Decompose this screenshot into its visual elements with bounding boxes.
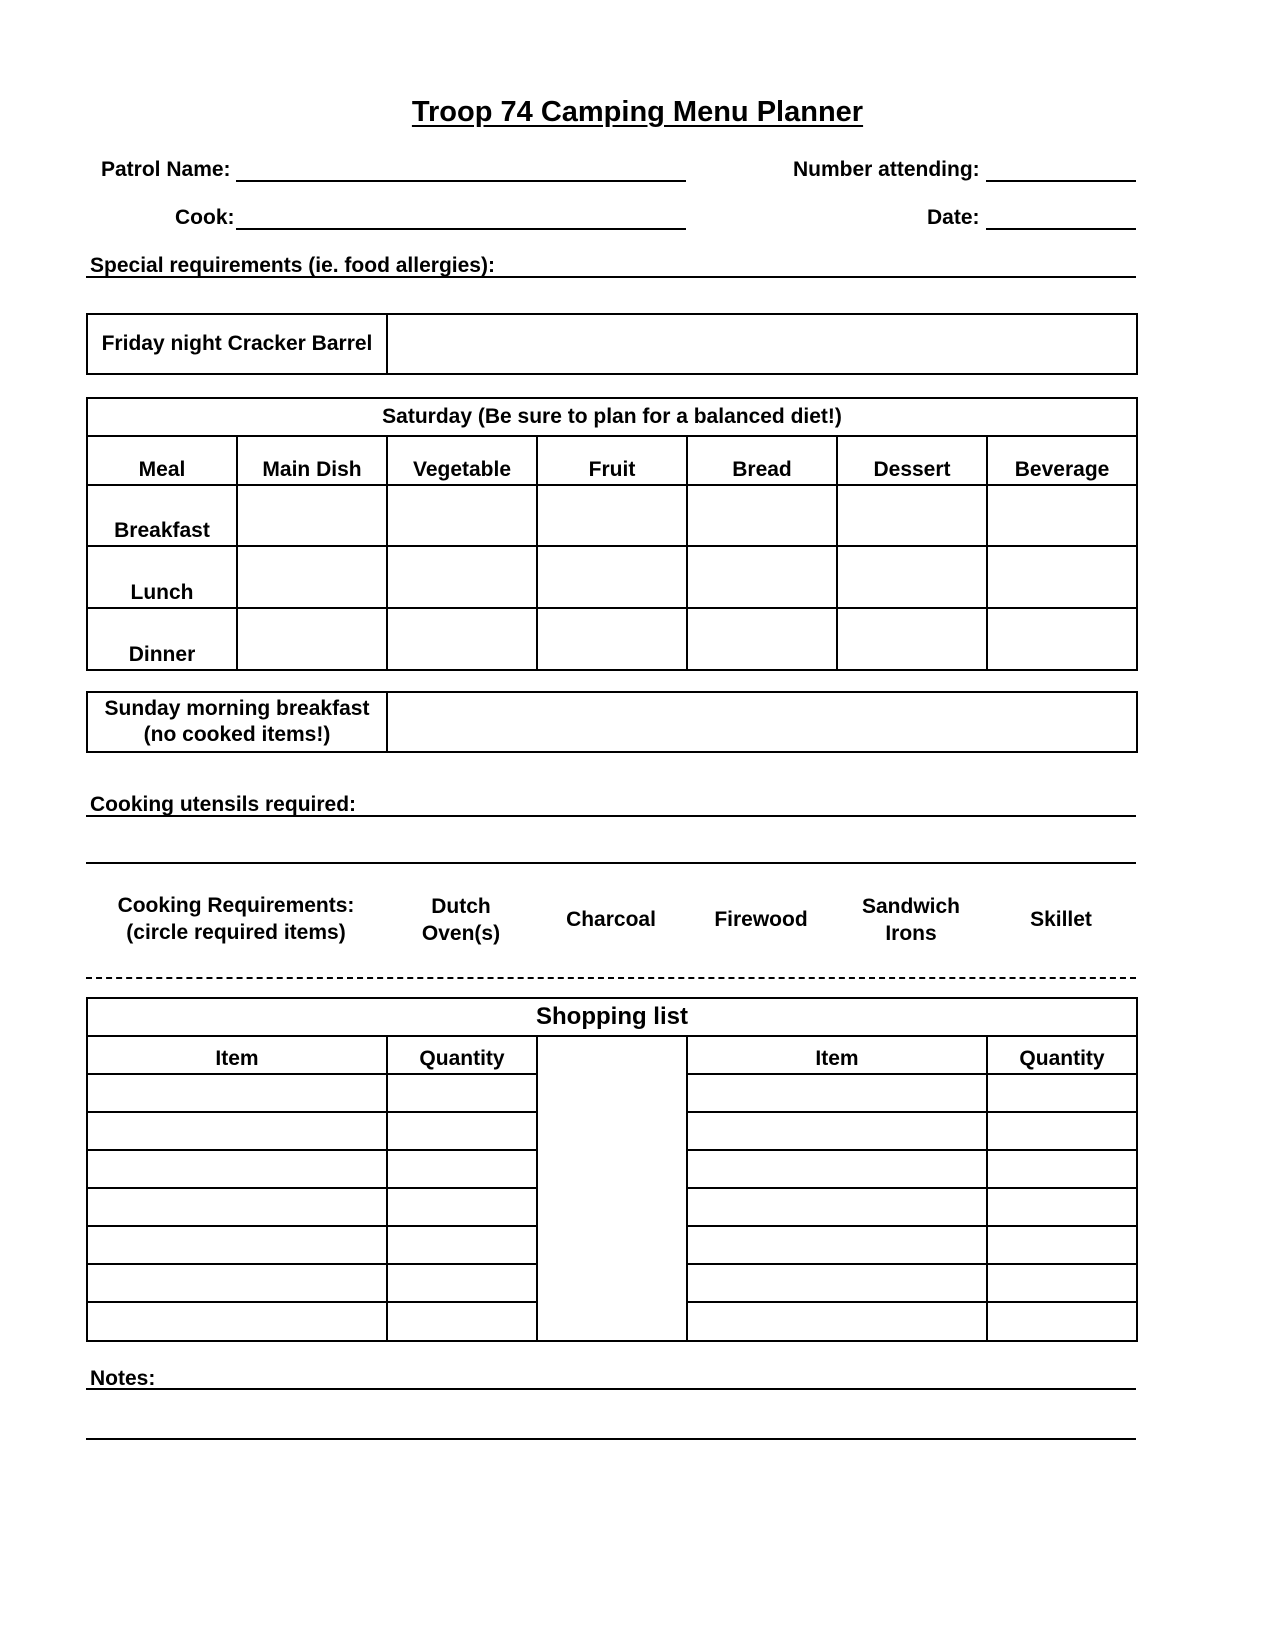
- shopping-list-table: [86, 997, 1138, 1342]
- option-line1: Dutch: [431, 895, 491, 918]
- table-cell[interactable]: [687, 608, 837, 670]
- shopping-quantity-cell[interactable]: [987, 1226, 1137, 1264]
- option-line2: Irons: [885, 922, 937, 945]
- column-header-main-dish: Main Dish: [237, 436, 387, 485]
- column-header-bread: Bread: [687, 436, 837, 485]
- cooking-utensils-field[interactable]: [86, 815, 1136, 817]
- table-cell[interactable]: [237, 546, 387, 608]
- column-header-fruit: Fruit: [537, 436, 687, 485]
- table-cell[interactable]: [537, 485, 687, 546]
- friday-entry-cell[interactable]: [387, 314, 1137, 374]
- notes-line-2[interactable]: [86, 1438, 1136, 1440]
- option-skillet[interactable]: [986, 906, 1136, 933]
- shopping-item-cell[interactable]: [687, 1188, 987, 1226]
- shopping-item-cell[interactable]: [87, 1074, 387, 1112]
- friday-table: [86, 313, 1138, 375]
- shopping-quantity-cell[interactable]: [987, 1188, 1137, 1226]
- table-cell[interactable]: [987, 485, 1137, 546]
- shopping-item-header-left: Item: [87, 1036, 387, 1074]
- sunday-entry-cell[interactable]: [387, 692, 1137, 752]
- shopping-item-cell[interactable]: [687, 1112, 987, 1150]
- shopping-quantity-cell[interactable]: [387, 1112, 537, 1150]
- column-header-dessert: Dessert: [837, 436, 987, 485]
- date-label: Date:: [927, 206, 980, 229]
- table-cell[interactable]: [237, 485, 387, 546]
- cook-field[interactable]: [236, 228, 686, 230]
- special-requirements-label: Special requirements (ie. food allergies):: [90, 254, 495, 277]
- shopping-quantity-cell[interactable]: [387, 1264, 537, 1302]
- shopping-item-cell[interactable]: [687, 1302, 987, 1341]
- friday-label: Friday night Cracker Barrel: [87, 314, 387, 374]
- sunday-label-line2: (no cooked items!): [143, 723, 331, 746]
- cooking-requirements-line1: Cooking Requirements:: [117, 894, 355, 917]
- notes-field[interactable]: [86, 1388, 1136, 1390]
- shopping-item-header-right: Item: [687, 1036, 987, 1074]
- cooking-requirements-label: [86, 892, 386, 946]
- shopping-quantity-cell[interactable]: [987, 1264, 1137, 1302]
- table-cell[interactable]: [837, 546, 987, 608]
- cut-line-divider: [86, 977, 1136, 979]
- table-cell[interactable]: [987, 608, 1137, 670]
- option-line1: Firewood: [714, 908, 808, 931]
- number-attending-label: Number attending:: [793, 158, 980, 181]
- shopping-item-cell[interactable]: [87, 1150, 387, 1188]
- table-cell[interactable]: [387, 485, 537, 546]
- cooking-requirements-line2: (circle required items): [126, 921, 346, 944]
- table-cell[interactable]: [387, 608, 537, 670]
- sunday-label: [87, 692, 387, 752]
- shopping-quantity-cell[interactable]: [387, 1188, 537, 1226]
- meal-dinner: Dinner: [87, 608, 237, 670]
- option-line1: Charcoal: [566, 908, 656, 931]
- notes-label: Notes:: [90, 1367, 156, 1390]
- table-cell[interactable]: [537, 608, 687, 670]
- cook-label: Cook:: [175, 206, 235, 229]
- option-sandwich-irons[interactable]: [836, 893, 986, 947]
- shopping-item-cell[interactable]: [687, 1074, 987, 1112]
- saturday-table: [86, 397, 1138, 671]
- shopping-quantity-cell[interactable]: [987, 1150, 1137, 1188]
- shopping-list-title: Shopping list: [87, 998, 1137, 1036]
- column-header-beverage: Beverage: [987, 436, 1137, 485]
- shopping-list-spacer: [537, 1036, 687, 1341]
- table-cell[interactable]: [387, 546, 537, 608]
- saturday-heading: Saturday (Be sure to plan for a balanced diet!): [87, 398, 1137, 436]
- cooking-utensils-label: Cooking utensils required:: [90, 793, 357, 816]
- number-attending-field[interactable]: [986, 180, 1136, 182]
- sunday-table: [86, 691, 1138, 753]
- column-header-meal: Meal: [87, 436, 237, 485]
- shopping-item-cell[interactable]: [687, 1226, 987, 1264]
- shopping-item-cell[interactable]: [87, 1302, 387, 1341]
- shopping-item-cell[interactable]: [87, 1264, 387, 1302]
- shopping-item-cell[interactable]: [687, 1264, 987, 1302]
- special-requirements-field[interactable]: [86, 276, 1136, 278]
- shopping-quantity-cell[interactable]: [387, 1150, 537, 1188]
- table-row: [87, 485, 1137, 546]
- shopping-quantity-cell[interactable]: [987, 1074, 1137, 1112]
- date-field[interactable]: [986, 228, 1136, 230]
- option-dutch-oven[interactable]: [386, 893, 536, 947]
- option-line2: Oven(s): [421, 922, 501, 945]
- option-charcoal[interactable]: [536, 906, 686, 933]
- option-line1: Sandwich: [861, 895, 961, 918]
- page-title: Troop 74 Camping Menu Planner: [411, 96, 864, 128]
- patrol-name-field[interactable]: [236, 180, 686, 182]
- shopping-quantity-cell[interactable]: [387, 1074, 537, 1112]
- table-cell[interactable]: [837, 608, 987, 670]
- table-row: [87, 546, 1137, 608]
- patrol-name-label: Patrol Name:: [101, 158, 231, 181]
- option-firewood[interactable]: [686, 906, 836, 933]
- shopping-item-cell[interactable]: [87, 1112, 387, 1150]
- shopping-item-cell[interactable]: [687, 1150, 987, 1188]
- meal-lunch: Lunch: [87, 546, 237, 608]
- shopping-item-cell[interactable]: [87, 1226, 387, 1264]
- table-cell[interactable]: [837, 485, 987, 546]
- shopping-quantity-cell[interactable]: [387, 1226, 537, 1264]
- table-cell[interactable]: [687, 485, 837, 546]
- table-cell[interactable]: [987, 546, 1137, 608]
- meal-breakfast: Breakfast: [87, 485, 237, 546]
- shopping-quantity-header-left: Quantity: [387, 1036, 537, 1074]
- column-header-vegetable: Vegetable: [387, 436, 537, 485]
- table-cell[interactable]: [687, 546, 837, 608]
- shopping-quantity-cell[interactable]: [987, 1112, 1137, 1150]
- sunday-label-line1: Sunday morning breakfast: [104, 697, 370, 720]
- table-cell[interactable]: [237, 608, 387, 670]
- cooking-utensils-line-2[interactable]: [86, 862, 1136, 864]
- shopping-quantity-cell[interactable]: [987, 1302, 1137, 1341]
- table-row: [87, 608, 1137, 670]
- table-cell[interactable]: [537, 546, 687, 608]
- shopping-item-cell[interactable]: [87, 1188, 387, 1226]
- option-line1: Skillet: [1030, 908, 1092, 931]
- shopping-quantity-cell[interactable]: [387, 1302, 537, 1341]
- shopping-quantity-header-right: Quantity: [987, 1036, 1137, 1074]
